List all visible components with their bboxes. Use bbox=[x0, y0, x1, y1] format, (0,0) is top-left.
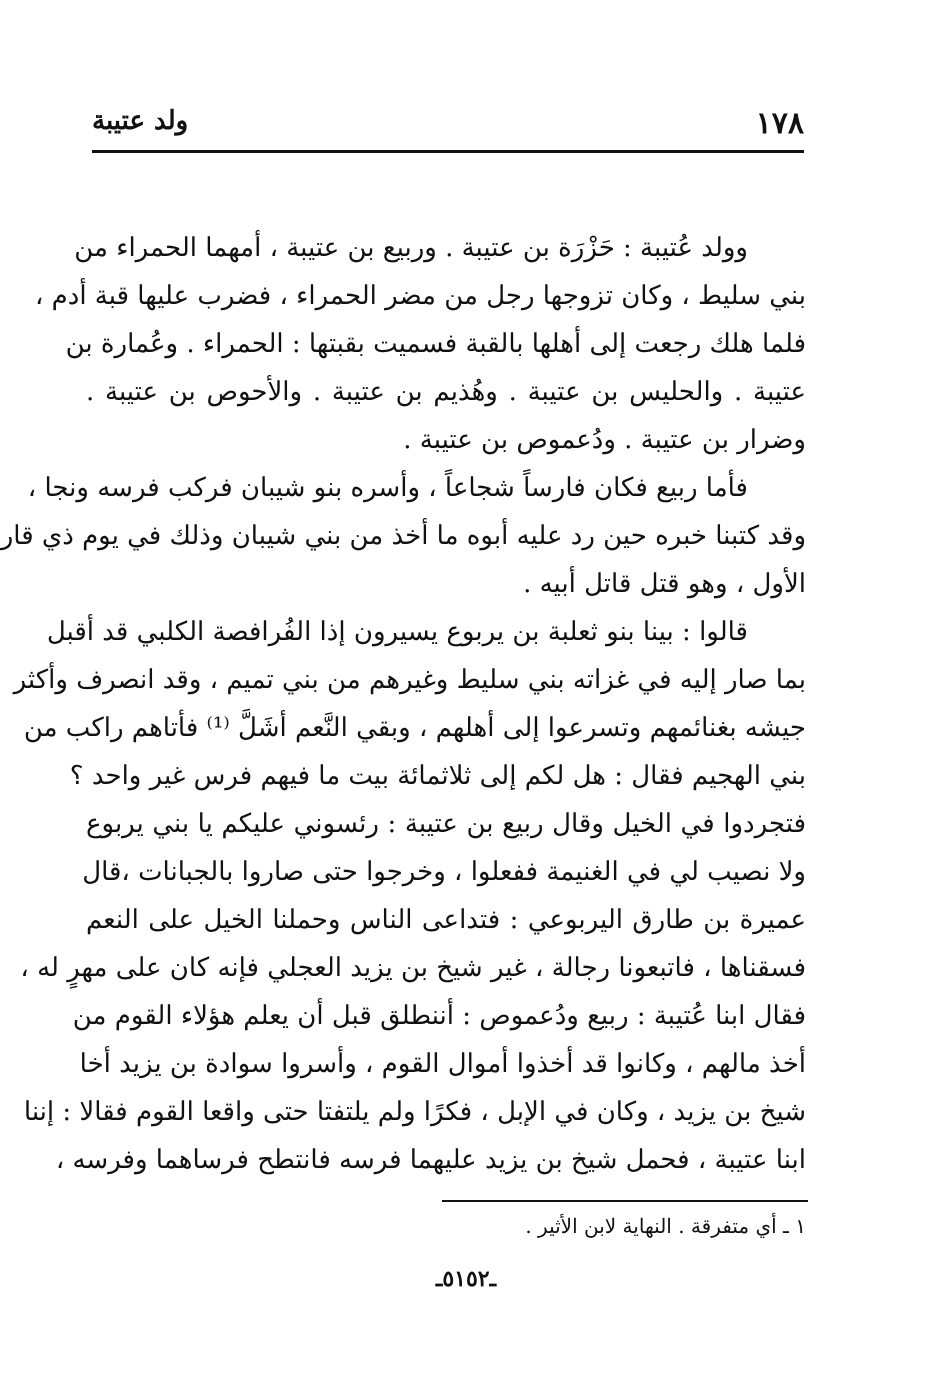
footnote: ١ ـ أي متفرقة . النهاية لابن الأثير . bbox=[525, 1214, 806, 1238]
text-line: فأما ربيع فكان فارساً شجاعاً ، وأسره بنو شيبان فركب فرسه ونجا ، bbox=[27, 473, 748, 503]
body-text bbox=[0, 224, 806, 1184]
text-line: بما صار إليه في غزاته بني سليط وغيرهم من بني تميم ، وقد انصرف وأكثر bbox=[13, 665, 806, 695]
text-line: عميرة بن طارق اليربوعي : فتداعى الناس وحملنا الخيل على النعم bbox=[86, 905, 806, 935]
text-line: عتيبة . والحليس بن عتيبة . وهُذيم بن عتيبة . والأحوص بن عتيبة . bbox=[86, 377, 806, 407]
header-rule bbox=[92, 150, 804, 153]
text-line: وولد عُتيبة : حَزْرَة بن عتيبة . وربيع بن عتيبة ، أمهما الحمراء من bbox=[74, 233, 748, 263]
text-line: قالوا : بينا بنو ثعلبة بن يربوع يسيرون إذا الفُرافصة الكلبي قد أقبل bbox=[46, 617, 748, 647]
text-line: أخذ مالهم ، وكانوا قد أخذوا أموال القوم ، وأسروا سوادة بن يزيد أخا bbox=[79, 1049, 806, 1079]
page-header bbox=[92, 100, 804, 148]
text-line: جيشه بغنائمهم وتسرعوا إلى أهلهم ، وبقي النَّعم أشَلَّ ⁽¹⁾ فأتاهم راكب من bbox=[23, 713, 806, 743]
text-line: فقال ابنا عُتيبة : ربيع ودُعموص : أننطلق قبل أن يعلم هؤلاء القوم من bbox=[72, 1001, 806, 1031]
text-line: بني سليط ، وكان تزوجها رجل من مضر الحمراء ، فضرب عليها قبة أدم ، bbox=[34, 281, 806, 311]
text-line: ولا نصيب لي في الغنيمة ففعلوا ، وخرجوا حتى صاروا بالجبانات ،قال bbox=[82, 857, 806, 887]
page-number: ١٧٨ bbox=[755, 106, 804, 141]
folio-number: ـ٥١٥٢ـ bbox=[435, 1266, 497, 1292]
running-title: ولد عتيبة bbox=[92, 106, 189, 136]
text-line: وضرار بن عتيبة . ودُعموص بن عتيبة . bbox=[403, 425, 806, 455]
text-line: ابنا عتيبة ، فحمل شيخ بن يزيد عليهما فرسه فانتطح فرساهما وفرسه ، bbox=[55, 1145, 806, 1175]
text-line: فتجردوا في الخيل وقال ربيع بن عتيبة : رئسوني عليكم يا بني يربوع bbox=[86, 809, 806, 839]
text-line: فسقناها ، فاتبعونا رجالة ، غير شيخ بن يزيد العجلي فإنه كان على مهرٍ له ، bbox=[20, 953, 806, 983]
text-line: فلما هلك رجعت إلى أهلها بالقبة فسميت بقبتها : الحمراء . وعُمارة بن bbox=[65, 329, 806, 359]
footnote-rule bbox=[442, 1200, 808, 1202]
text-line: بني الهجيم فقال : هل لكم إلى ثلاثمائة بيت ما فيهم فرس غير واحد ؟ bbox=[69, 761, 806, 791]
text-line: وقد كتبنا خبره حين رد عليه أبوه ما أخذ من بني شيبان وذلك في يوم ذي قار bbox=[0, 521, 806, 551]
text-line: الأول ، وهو قتل قاتل أبيه . bbox=[523, 569, 806, 599]
text-line: شيخ بن يزيد ، وكان في الإبل ، فكرًا ولم يلتفتا حتى واقعا القوم فقالا : إننا bbox=[23, 1097, 806, 1127]
